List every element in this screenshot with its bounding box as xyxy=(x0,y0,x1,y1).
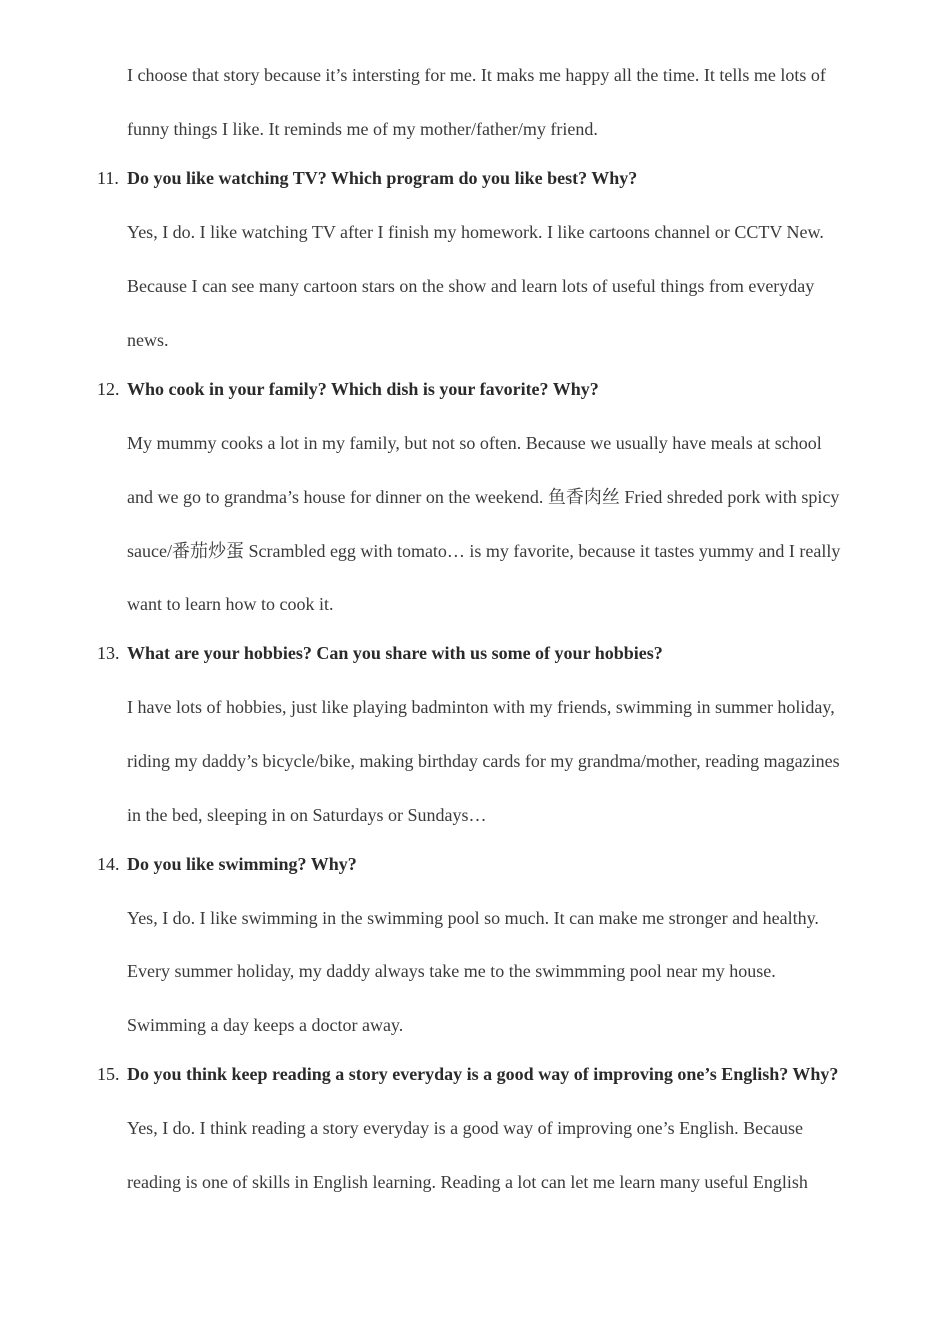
answer-14-line-3: Swimming a day keeps a doctor away. xyxy=(127,1015,404,1035)
answer-12-line-3: sauce/番茄炒蛋 Scrambled egg with tomato… is my favorite, because it tastes yummy and I really xyxy=(127,541,841,561)
question-number-12: 12. xyxy=(97,379,120,399)
answer-11-line-1: Yes, I do. I like watching TV after I finish my homework. I like cartoons channel or CCTV New. xyxy=(127,222,824,242)
answer-15-line-2: reading is one of skills in English learning. Reading a lot can let me learn many useful English xyxy=(127,1172,808,1192)
question-13: What are your hobbies? Can you share with us some of your hobbies? xyxy=(127,643,663,663)
answer-15-line-1: Yes, I do. I think reading a story everyday is a good way of improving one’s English. Because xyxy=(127,1118,804,1138)
question-number-13: 13. xyxy=(97,643,120,663)
question-number-11: 11. xyxy=(97,168,119,188)
intro-line-1: I choose that story because it’s intersting for me. It maks me happy all the time. It tells me lots of xyxy=(127,65,826,85)
question-number-14: 14. xyxy=(97,854,120,874)
answer-13-line-2: riding my daddy’s bicycle/bike, making birthday cards for my grandma/mother, reading magazines xyxy=(127,751,840,771)
question-15: Do you think keep reading a story everyday is a good way of improving one’s English? Why? xyxy=(127,1064,839,1084)
answer-14-line-2: Every summer holiday, my daddy always take me to the swimmming pool near my house. xyxy=(127,961,776,981)
answer-11-line-2: Because I can see many cartoon stars on the show and learn lots of useful things from everyday xyxy=(127,276,815,296)
answer-12-line-1: My mummy cooks a lot in my family, but not so often. Because we usually have meals at school xyxy=(127,433,822,453)
intro-line-2: funny things I like. It reminds me of my mother/father/my friend. xyxy=(127,119,598,139)
question-12: Who cook in your family? Which dish is your favorite? Why? xyxy=(127,379,599,399)
question-11: Do you like watching TV? Which program do you like best? Why? xyxy=(127,168,638,188)
question-14: Do you like swimming? Why? xyxy=(127,854,357,874)
answer-13-line-1: I have lots of hobbies, just like playing badminton with my friends, swimming in summer holiday, xyxy=(127,697,835,717)
answer-14-line-1: Yes, I do. I like swimming in the swimming pool so much. It can make me stronger and healthy. xyxy=(127,908,819,928)
question-number-15: 15. xyxy=(97,1064,120,1084)
answer-11-line-3: news. xyxy=(127,330,169,350)
answer-12-line-4: want to learn how to cook it. xyxy=(127,594,334,614)
answer-12-line-2: and we go to grandma’s house for dinner on the weekend. 鱼香肉丝 Fried shreded pork with spicy xyxy=(127,487,840,507)
answer-13-line-3: in the bed, sleeping in on Saturdays or Sundays… xyxy=(127,805,487,825)
